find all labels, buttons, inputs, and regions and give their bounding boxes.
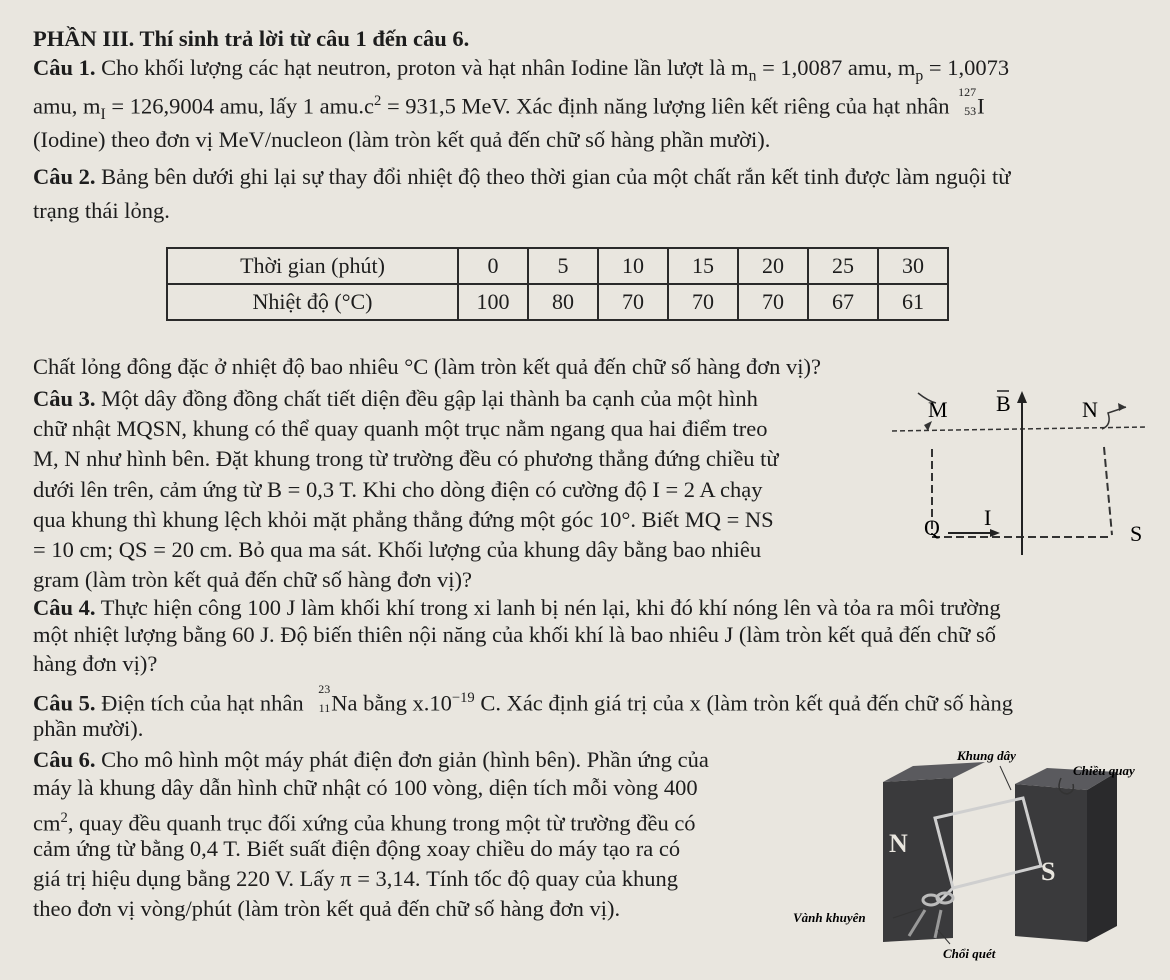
table-cell: 0 bbox=[458, 248, 528, 284]
table-cell: 20 bbox=[738, 248, 808, 284]
table-cell: 70 bbox=[668, 284, 738, 320]
q4-line-3: hàng đơn vị)? bbox=[33, 651, 158, 676]
q5-label: Câu 5. bbox=[33, 690, 96, 716]
q3-line-1 bbox=[33, 386, 758, 412]
q6-line-4: cảm ứng từ bằng 0,4 T. Biết suất điện động xoay chiều do máy tạo ra có bbox=[33, 836, 681, 861]
q6-line-6: theo đơn vị vòng/phút (làm tròn kết quả đến chữ số hàng đơn vị). bbox=[33, 896, 621, 921]
q6-generator-figure bbox=[785, 740, 1165, 972]
cm-squared-exp: 2 bbox=[60, 810, 68, 826]
table-row-header: Nhiệt độ (°C) bbox=[167, 284, 458, 320]
leader-khung bbox=[1000, 766, 1011, 790]
q5-text-1a: Điện tích của hạt nhân bbox=[101, 690, 310, 716]
q5-line-1 bbox=[33, 681, 1013, 717]
q2-line-2: trạng thái lỏng. bbox=[33, 198, 170, 223]
q1-line-2 bbox=[33, 84, 985, 128]
table-row bbox=[167, 284, 948, 320]
table-row-header: Thời gian (phút) bbox=[167, 248, 458, 284]
charge-exponent: −19 bbox=[451, 690, 475, 706]
q3-line-6: = 10 cm; QS = 20 cm. Bỏ qua ma sát. Khối lượng của khung dây bằng bao nhiêu bbox=[33, 537, 762, 562]
q3-line-3: M, N như hình bên. Đặt khung trong từ trường đều có phương thẳng đứng chiều từ bbox=[33, 446, 779, 471]
table-cell: 5 bbox=[528, 248, 598, 284]
sodium-atomic-number: 11 bbox=[318, 700, 331, 715]
table-cell: 10 bbox=[598, 248, 668, 284]
magnet-n-top bbox=[883, 762, 985, 782]
hook-m-icon bbox=[924, 421, 932, 431]
temperature-table bbox=[166, 247, 949, 321]
label-magnet-n: N bbox=[889, 829, 908, 858]
iodine-symbol: I bbox=[977, 93, 985, 119]
label-n: N bbox=[1082, 397, 1098, 422]
q1-text-2b: = 126,9004 amu, lấy 1 amu.c bbox=[105, 93, 375, 119]
mp-value: = 1,0073 bbox=[923, 55, 1010, 80]
q6-text-1: Cho mô hình một máy phát điện đơn giản (hình bên). Phần ứng của bbox=[101, 747, 709, 772]
label-chieu-quay: Chiều quay bbox=[1073, 763, 1135, 778]
iodine-nuclide bbox=[955, 84, 977, 118]
q6-line-3 bbox=[33, 805, 696, 837]
q2-line-3: Chất lỏng đông đặc ở nhiệt độ bao nhiêu °C (làm tròn kết quả đến chữ số hàng đơn vị)? bbox=[33, 354, 821, 379]
q3-text-1: Một dây đồng đồng chất tiết diện đều gập lại thành ba cạnh của một hình bbox=[101, 386, 758, 411]
table-row bbox=[167, 248, 948, 284]
q3-label: Câu 3. bbox=[33, 386, 96, 411]
b-field-arrow-icon bbox=[1017, 391, 1027, 403]
label-i: I bbox=[984, 505, 992, 530]
sodium-nuclide bbox=[309, 681, 331, 715]
q1-line-1 bbox=[33, 55, 1009, 90]
mn-value: = 1,0087 amu, m bbox=[756, 55, 916, 80]
q2-text-1: Bảng bên dưới ghi lại sự thay đổi nhiệt độ theo thời gian của một chất rắn kết tinh được làm nguội từ bbox=[101, 164, 1011, 189]
q4-line-1 bbox=[33, 595, 1001, 621]
q3-line-4: dưới lên trên, cảm ứng từ B = 0,3 T. Khi cho dòng điện có cường độ I = 2 A chạy bbox=[33, 477, 763, 502]
q6-line-2: máy là khung dây dẫn hình chữ nhật có 100 vòng, diện tích mỗi vòng 400 bbox=[33, 775, 698, 800]
q6-label: Câu 6. bbox=[33, 747, 96, 772]
c-squared-exp: 2 bbox=[374, 93, 382, 109]
q1-line-3: (Iodine) theo đơn vị MeV/nucleon (làm tròn kết quả đến chữ số hàng phần mười). bbox=[33, 127, 771, 152]
sodium-symbol: Na bbox=[331, 690, 358, 716]
q1-text-1: Cho khối lượng các hạt neutron, proton và hạt nhân Iodine lần lượt là m bbox=[101, 55, 749, 80]
q4-text-1: Thực hiện công 100 J làm khối khí trong xi lanh bị nén lại, khi đó khí nóng lên và tỏa ra môi trường bbox=[100, 595, 1001, 620]
q4-line-2: một nhiệt lượng bằng 60 J. Độ biến thiên nội năng của khối khí là bao nhiêu J (làm tròn kết quả đến chữ số bbox=[33, 622, 996, 647]
q4-label: Câu 4. bbox=[33, 595, 96, 620]
table-cell: 70 bbox=[598, 284, 668, 320]
q3-line-2: chữ nhật MQSN, khung có thể quay quanh một trục nằm ngang qua hai điểm treo bbox=[33, 416, 768, 441]
q2-line-1 bbox=[33, 164, 1010, 190]
side-ns bbox=[1104, 447, 1112, 535]
q6-text-3b: , quay đều quanh trục đối xứng của khung trong một từ trường đều có bbox=[67, 810, 696, 836]
label-m: M bbox=[928, 397, 948, 422]
hook-n-icon bbox=[1102, 407, 1126, 429]
q1-text-2a: amu, m bbox=[33, 93, 101, 119]
section-heading: PHẦN III. Thí sinh trả lời từ câu 1 đến câu 6. bbox=[33, 26, 470, 51]
q5-line-2: phần mười). bbox=[33, 716, 144, 741]
label-s: S bbox=[1130, 521, 1143, 546]
rotation-arrow-right bbox=[1118, 403, 1126, 411]
table-cell: 67 bbox=[808, 284, 878, 320]
sodium-mass-number: 23 bbox=[318, 681, 331, 696]
mp-subscript: p bbox=[915, 67, 924, 85]
q6-line-1 bbox=[33, 747, 709, 773]
q2-label: Câu 2. bbox=[33, 164, 96, 189]
label-q: Q bbox=[924, 515, 940, 540]
label-vanh-khuyen: Vành khuyên bbox=[793, 910, 866, 925]
current-arrow-icon bbox=[990, 529, 1000, 537]
table-cell: 15 bbox=[668, 248, 738, 284]
q3-line-7: gram (làm tròn kết quả đến chữ số hàng đơn vị)? bbox=[33, 567, 472, 592]
q3-frame-figure bbox=[890, 385, 1160, 575]
q3-line-5: qua khung thì khung lệch khỏi mặt phẳng thẳng đứng một góc 10°. Biết MQ = NS bbox=[33, 507, 774, 532]
q5-text-1c: C. Xác định giá trị của x (làm tròn kết quả đến chữ số hàng bbox=[474, 690, 1013, 716]
table-cell: 70 bbox=[738, 284, 808, 320]
q1-text-2c: = 931,5 MeV. Xác định năng lượng liên kết riêng của hạt nhân bbox=[381, 93, 956, 119]
iodine-mass-number: 127 bbox=[958, 84, 977, 99]
q1-label: Câu 1. bbox=[33, 55, 96, 80]
table-cell: 25 bbox=[808, 248, 878, 284]
label-b: B bbox=[996, 391, 1011, 416]
table-cell: 100 bbox=[458, 284, 528, 320]
q6-line-5: giá trị hiệu dụng bằng 220 V. Lấy π = 3,14. Tính tốc độ quay của khung bbox=[33, 866, 678, 891]
mn-subscript: n bbox=[748, 67, 757, 85]
rotation-axis bbox=[892, 427, 1148, 431]
q5-text-1b: bằng x.10 bbox=[357, 690, 452, 716]
table-cell: 30 bbox=[878, 248, 948, 284]
table-cell: 61 bbox=[878, 284, 948, 320]
table-cell: 80 bbox=[528, 284, 598, 320]
label-khung-day: Khung dây bbox=[957, 748, 1016, 763]
label-magnet-s: S bbox=[1041, 857, 1056, 886]
label-choi-quet: Chổi quét bbox=[943, 946, 996, 961]
magnet-s-side bbox=[1087, 772, 1117, 942]
mi-subscript: I bbox=[100, 106, 106, 123]
q6-text-3a: cm bbox=[33, 810, 61, 836]
iodine-atomic-number: 53 bbox=[964, 103, 977, 118]
